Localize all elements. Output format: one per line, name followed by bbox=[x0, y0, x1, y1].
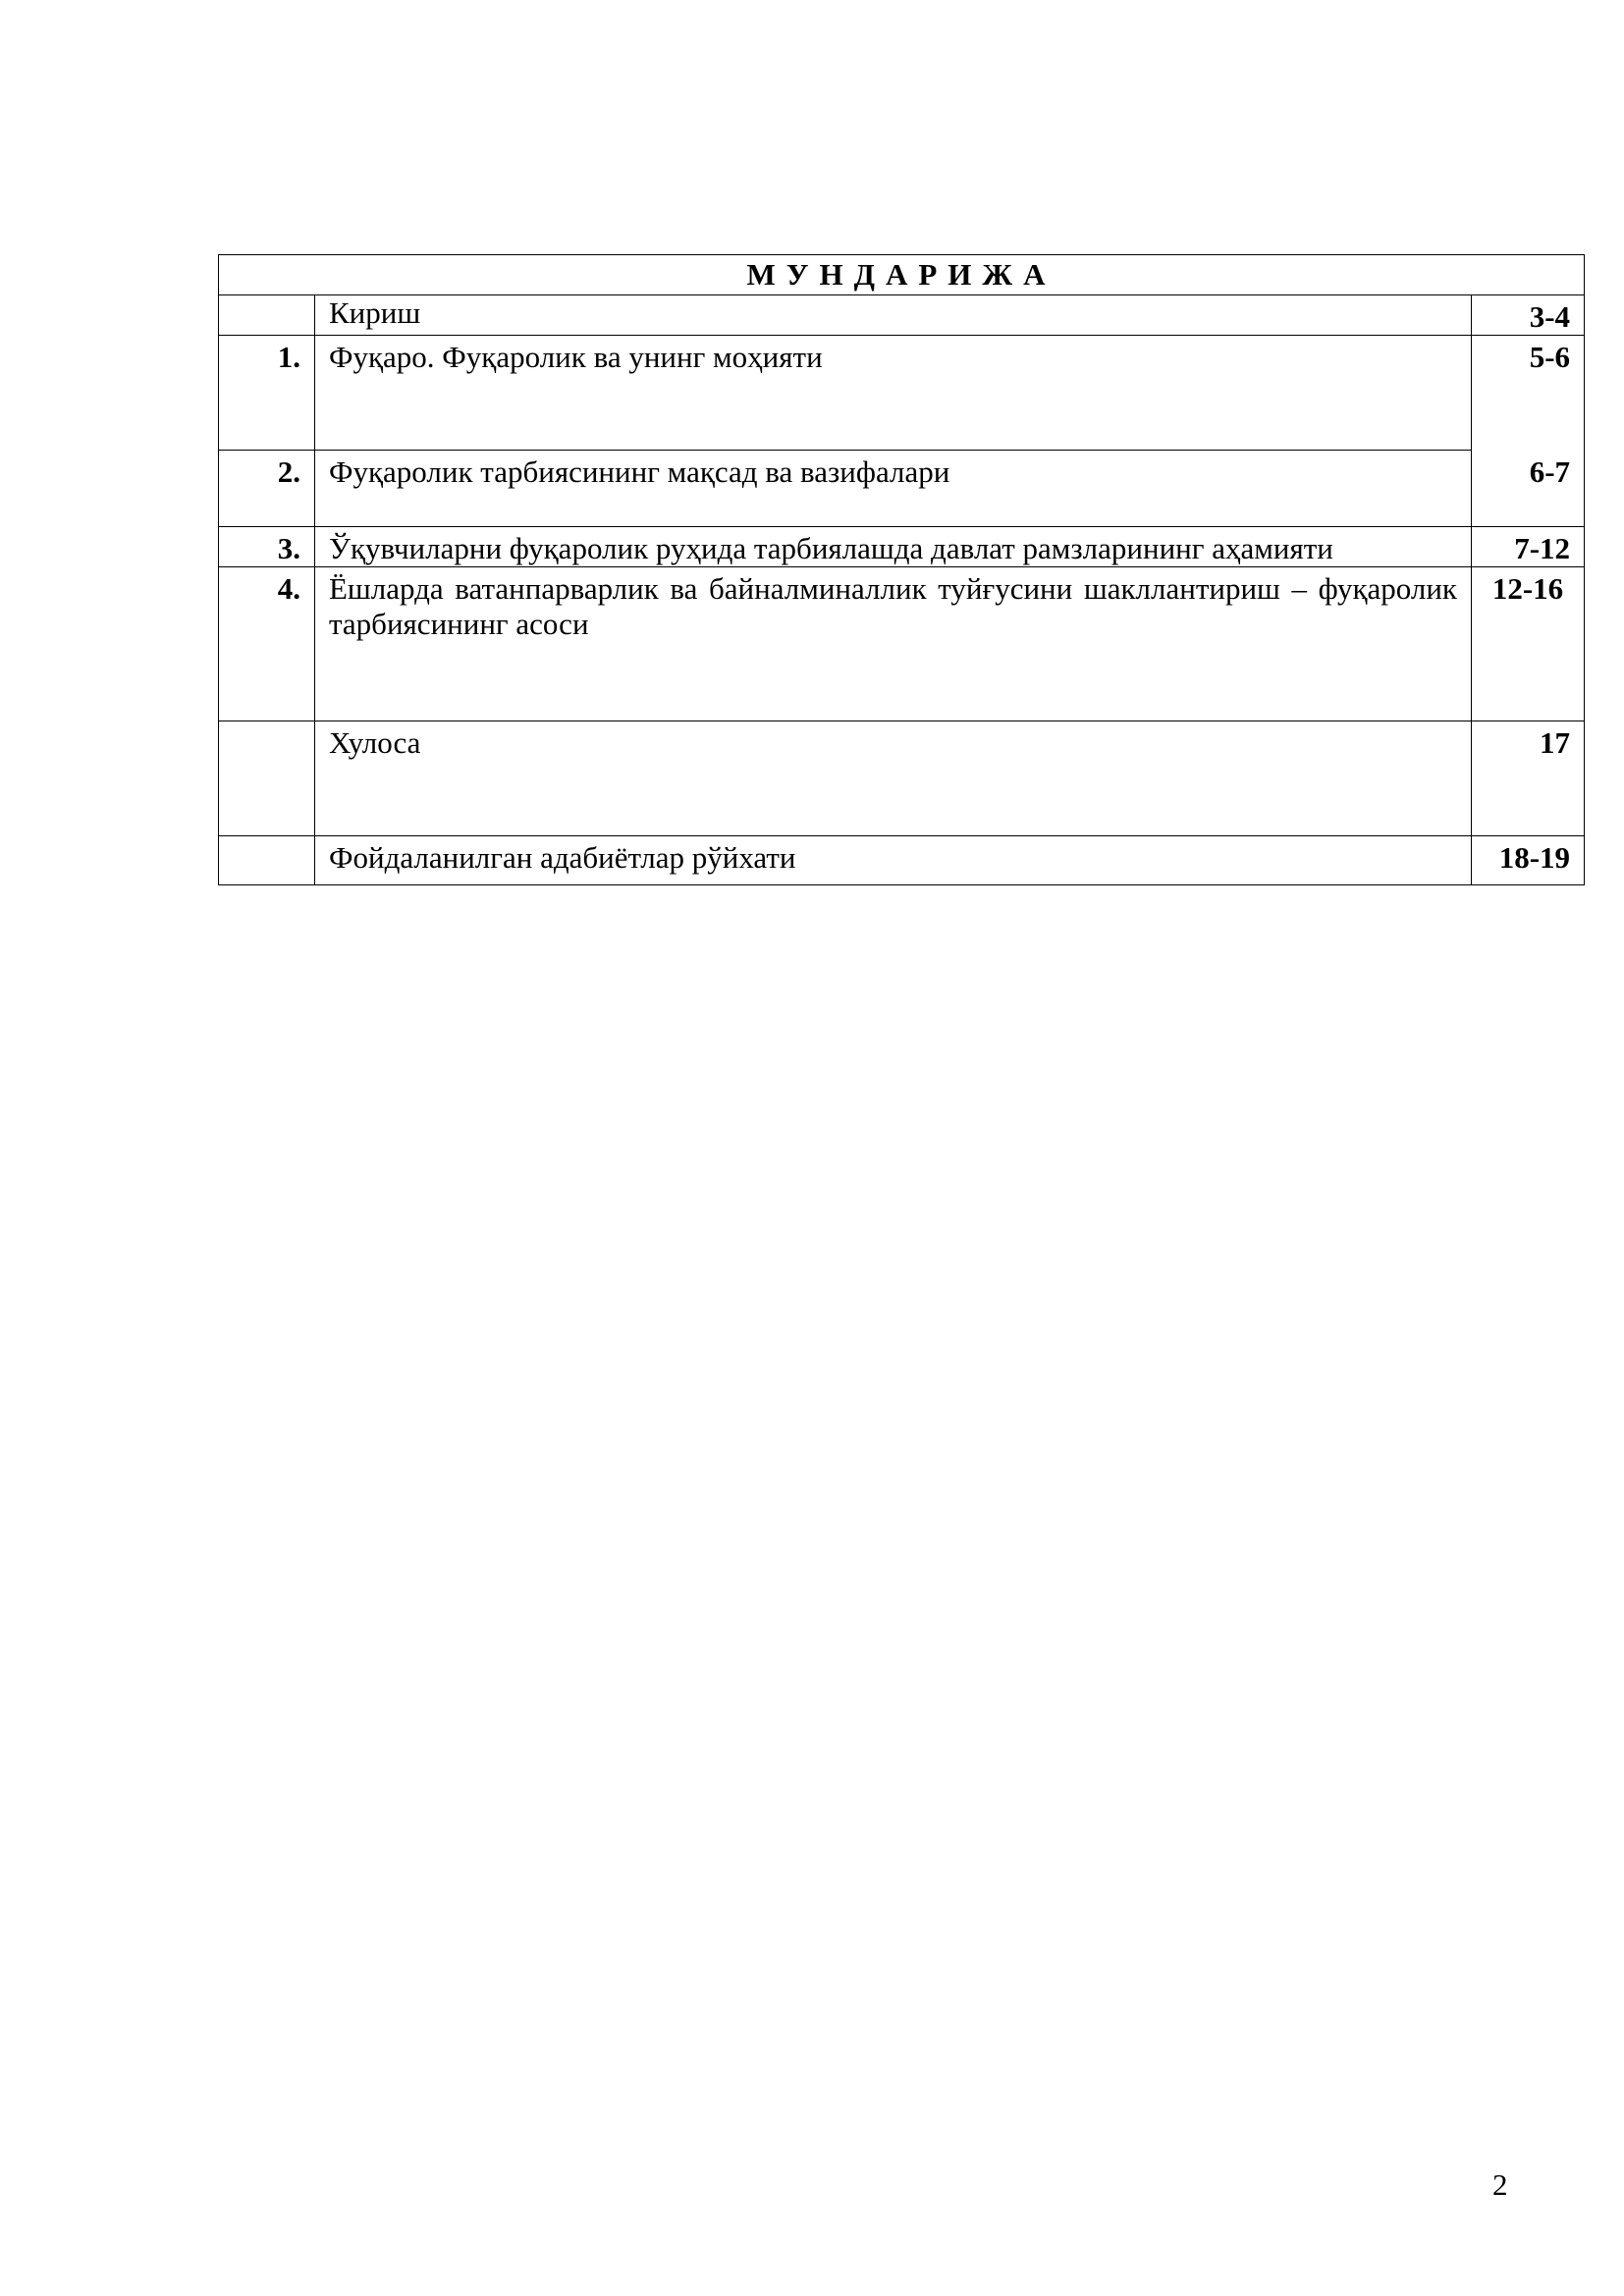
toc-row-title: Фуқаролик тарбиясининг мақсад ва вазифалари bbox=[315, 451, 1472, 527]
table-row bbox=[219, 527, 1585, 567]
toc-page-range: 5-6 bbox=[1529, 340, 1571, 374]
toc-page-range: 6-7 bbox=[1529, 454, 1571, 489]
toc-row-pages bbox=[1472, 336, 1585, 527]
toc-row-title: Фойдаланилган адабиётлар рўйхати bbox=[315, 836, 1472, 885]
toc-row-pages: 3-4 bbox=[1472, 295, 1585, 336]
table-row bbox=[219, 336, 1585, 451]
toc-row-title: Ёшларда ватанпарварлик ва байналминаллик туйғусини шакллантириш – фуқаролик тарбиясининг асоси bbox=[315, 567, 1472, 721]
table-row bbox=[219, 567, 1585, 721]
toc-row-title: Ўқувчиларни фуқаролик руҳида тарбиялашда давлат рамзларининг аҳамияти bbox=[315, 527, 1472, 567]
table-row bbox=[219, 836, 1585, 885]
toc-heading: МУНДАРИЖА bbox=[219, 255, 1585, 295]
toc-row-pages: 18-19 bbox=[1472, 836, 1585, 885]
toc-row-number: 3. bbox=[219, 527, 315, 567]
toc-row-title: Хулоса bbox=[315, 721, 1472, 836]
toc-row-number: 2. bbox=[219, 451, 315, 527]
toc-row-number: 1. bbox=[219, 336, 315, 451]
toc-row-number bbox=[219, 836, 315, 885]
toc-row-number bbox=[219, 295, 315, 336]
toc-row-pages: 12-16 bbox=[1472, 567, 1585, 721]
table-of-contents bbox=[218, 254, 1585, 885]
toc-row-title: Фуқаро. Фуқаролик ва унинг моҳияти bbox=[315, 336, 1472, 451]
page-number: 2 bbox=[1492, 2167, 1508, 2202]
toc-row-title: Кириш bbox=[315, 295, 1472, 336]
toc-row-number: 4. bbox=[219, 567, 315, 721]
table-row bbox=[219, 295, 1585, 336]
toc-heading-row bbox=[219, 255, 1585, 295]
table-row bbox=[219, 451, 1585, 527]
table-row bbox=[219, 721, 1585, 836]
toc-row-pages: 17 bbox=[1472, 721, 1585, 836]
toc-row-number bbox=[219, 721, 315, 836]
toc-row-pages: 7-12 bbox=[1472, 527, 1585, 567]
